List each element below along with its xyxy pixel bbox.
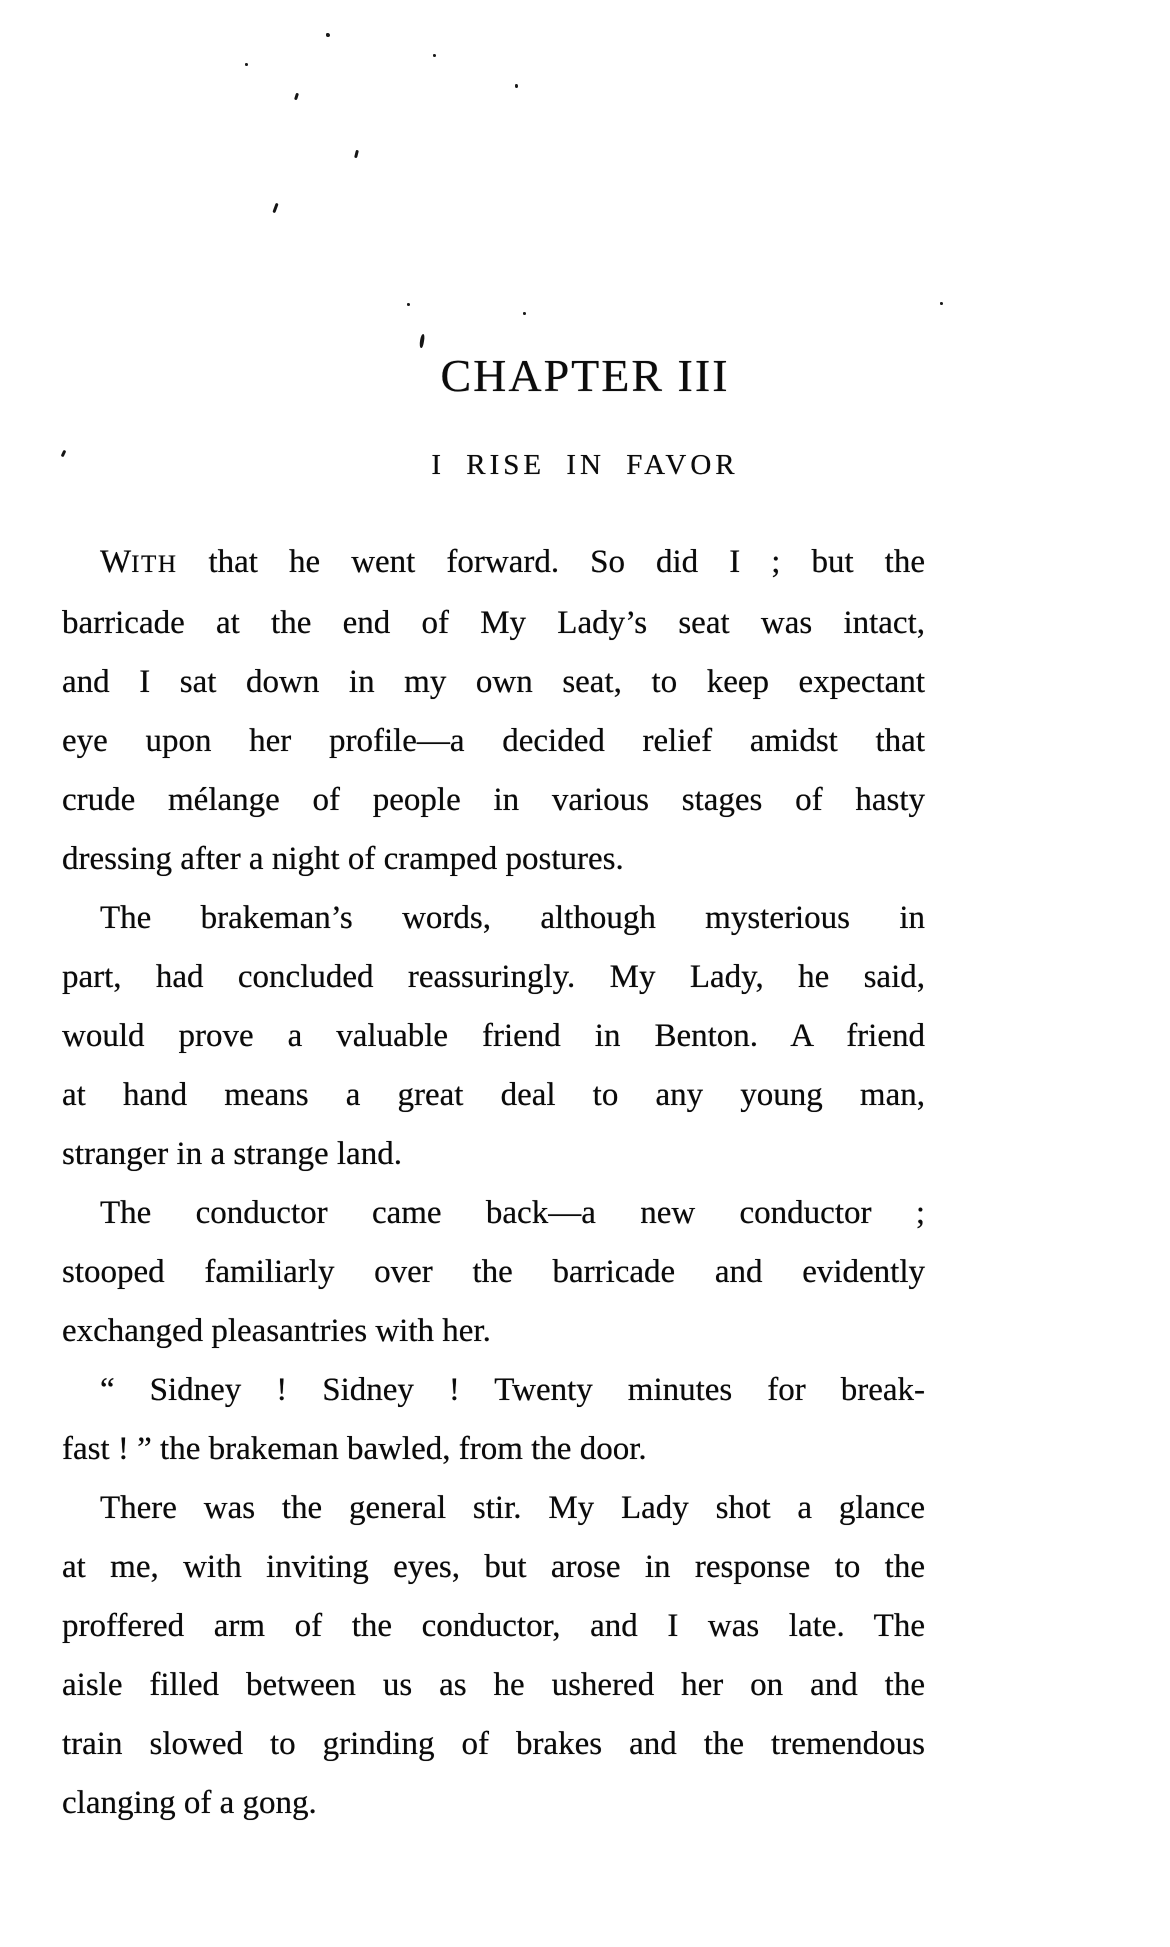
text-line: fast ! ” the brakeman bawled, from the door. (62, 1431, 647, 1467)
text-line: at hand means a great deal to any young man, (62, 1077, 925, 1113)
text-line: aisle filled between us as he ushered her on and the (62, 1667, 925, 1703)
text-line: WITH that he went forward. So did I ; but the (100, 544, 925, 580)
scan-speck (272, 203, 278, 213)
paragraph (62, 1184, 925, 1361)
scan-speck (407, 303, 410, 306)
small-caps-lead: ITH (131, 551, 178, 578)
paragraph (62, 533, 925, 889)
text-line: dressing after a night of cramped postures. (62, 841, 624, 877)
text-line: exchanged pleasantries with her. (62, 1313, 491, 1349)
text-line: The conductor came back—a new conductor ; (100, 1195, 925, 1231)
text-line: train slowed to grinding of brakes and the tremendous (62, 1726, 925, 1762)
text-line: proffered arm of the conductor, and I was late. The (62, 1608, 925, 1644)
text-line: stooped familiarly over the barricade and evidently (62, 1254, 925, 1290)
text-line: stranger in a strange land. (62, 1136, 402, 1172)
scan-speck (419, 334, 425, 348)
text-line: part, had concluded reassuringly. My Lady, he said, (62, 959, 925, 995)
text-line: The brakeman’s words, although mysterious in (100, 900, 925, 936)
scan-speck (433, 54, 436, 57)
paragraph (62, 1361, 925, 1479)
paragraph (62, 1479, 925, 1833)
scan-speck (515, 84, 518, 88)
section-heading: I RISE IN FAVOR (431, 449, 739, 481)
chapter-heading: CHAPTER III (440, 350, 730, 401)
paragraph (62, 889, 925, 1184)
scan-speck (523, 312, 526, 315)
text-line: crude mélange of people in various stages of hasty (62, 782, 925, 818)
text-line: clanging of a gong. (62, 1785, 317, 1821)
text-line: at me, with inviting eyes, but arose in response to the (62, 1549, 925, 1585)
body-text (62, 533, 925, 1833)
scan-speck (354, 150, 359, 158)
text-line: and I sat down in my own seat, to keep expectant (62, 664, 925, 700)
scan-speck (940, 302, 943, 305)
scan-speck (245, 63, 248, 66)
text-line: would prove a valuable friend in Benton. A friend (62, 1018, 925, 1054)
scan-speck (294, 93, 299, 101)
text-line: “ Sidney ! Sidney ! Twenty minutes for break- (100, 1372, 925, 1408)
text-line: eye upon her profile—a decided relief amidst that (62, 723, 925, 759)
scan-speck (326, 33, 330, 37)
text-line: barricade at the end of My Lady’s seat was intact, (62, 605, 925, 641)
text-line: There was the general stir. My Lady shot a glance (100, 1490, 925, 1526)
